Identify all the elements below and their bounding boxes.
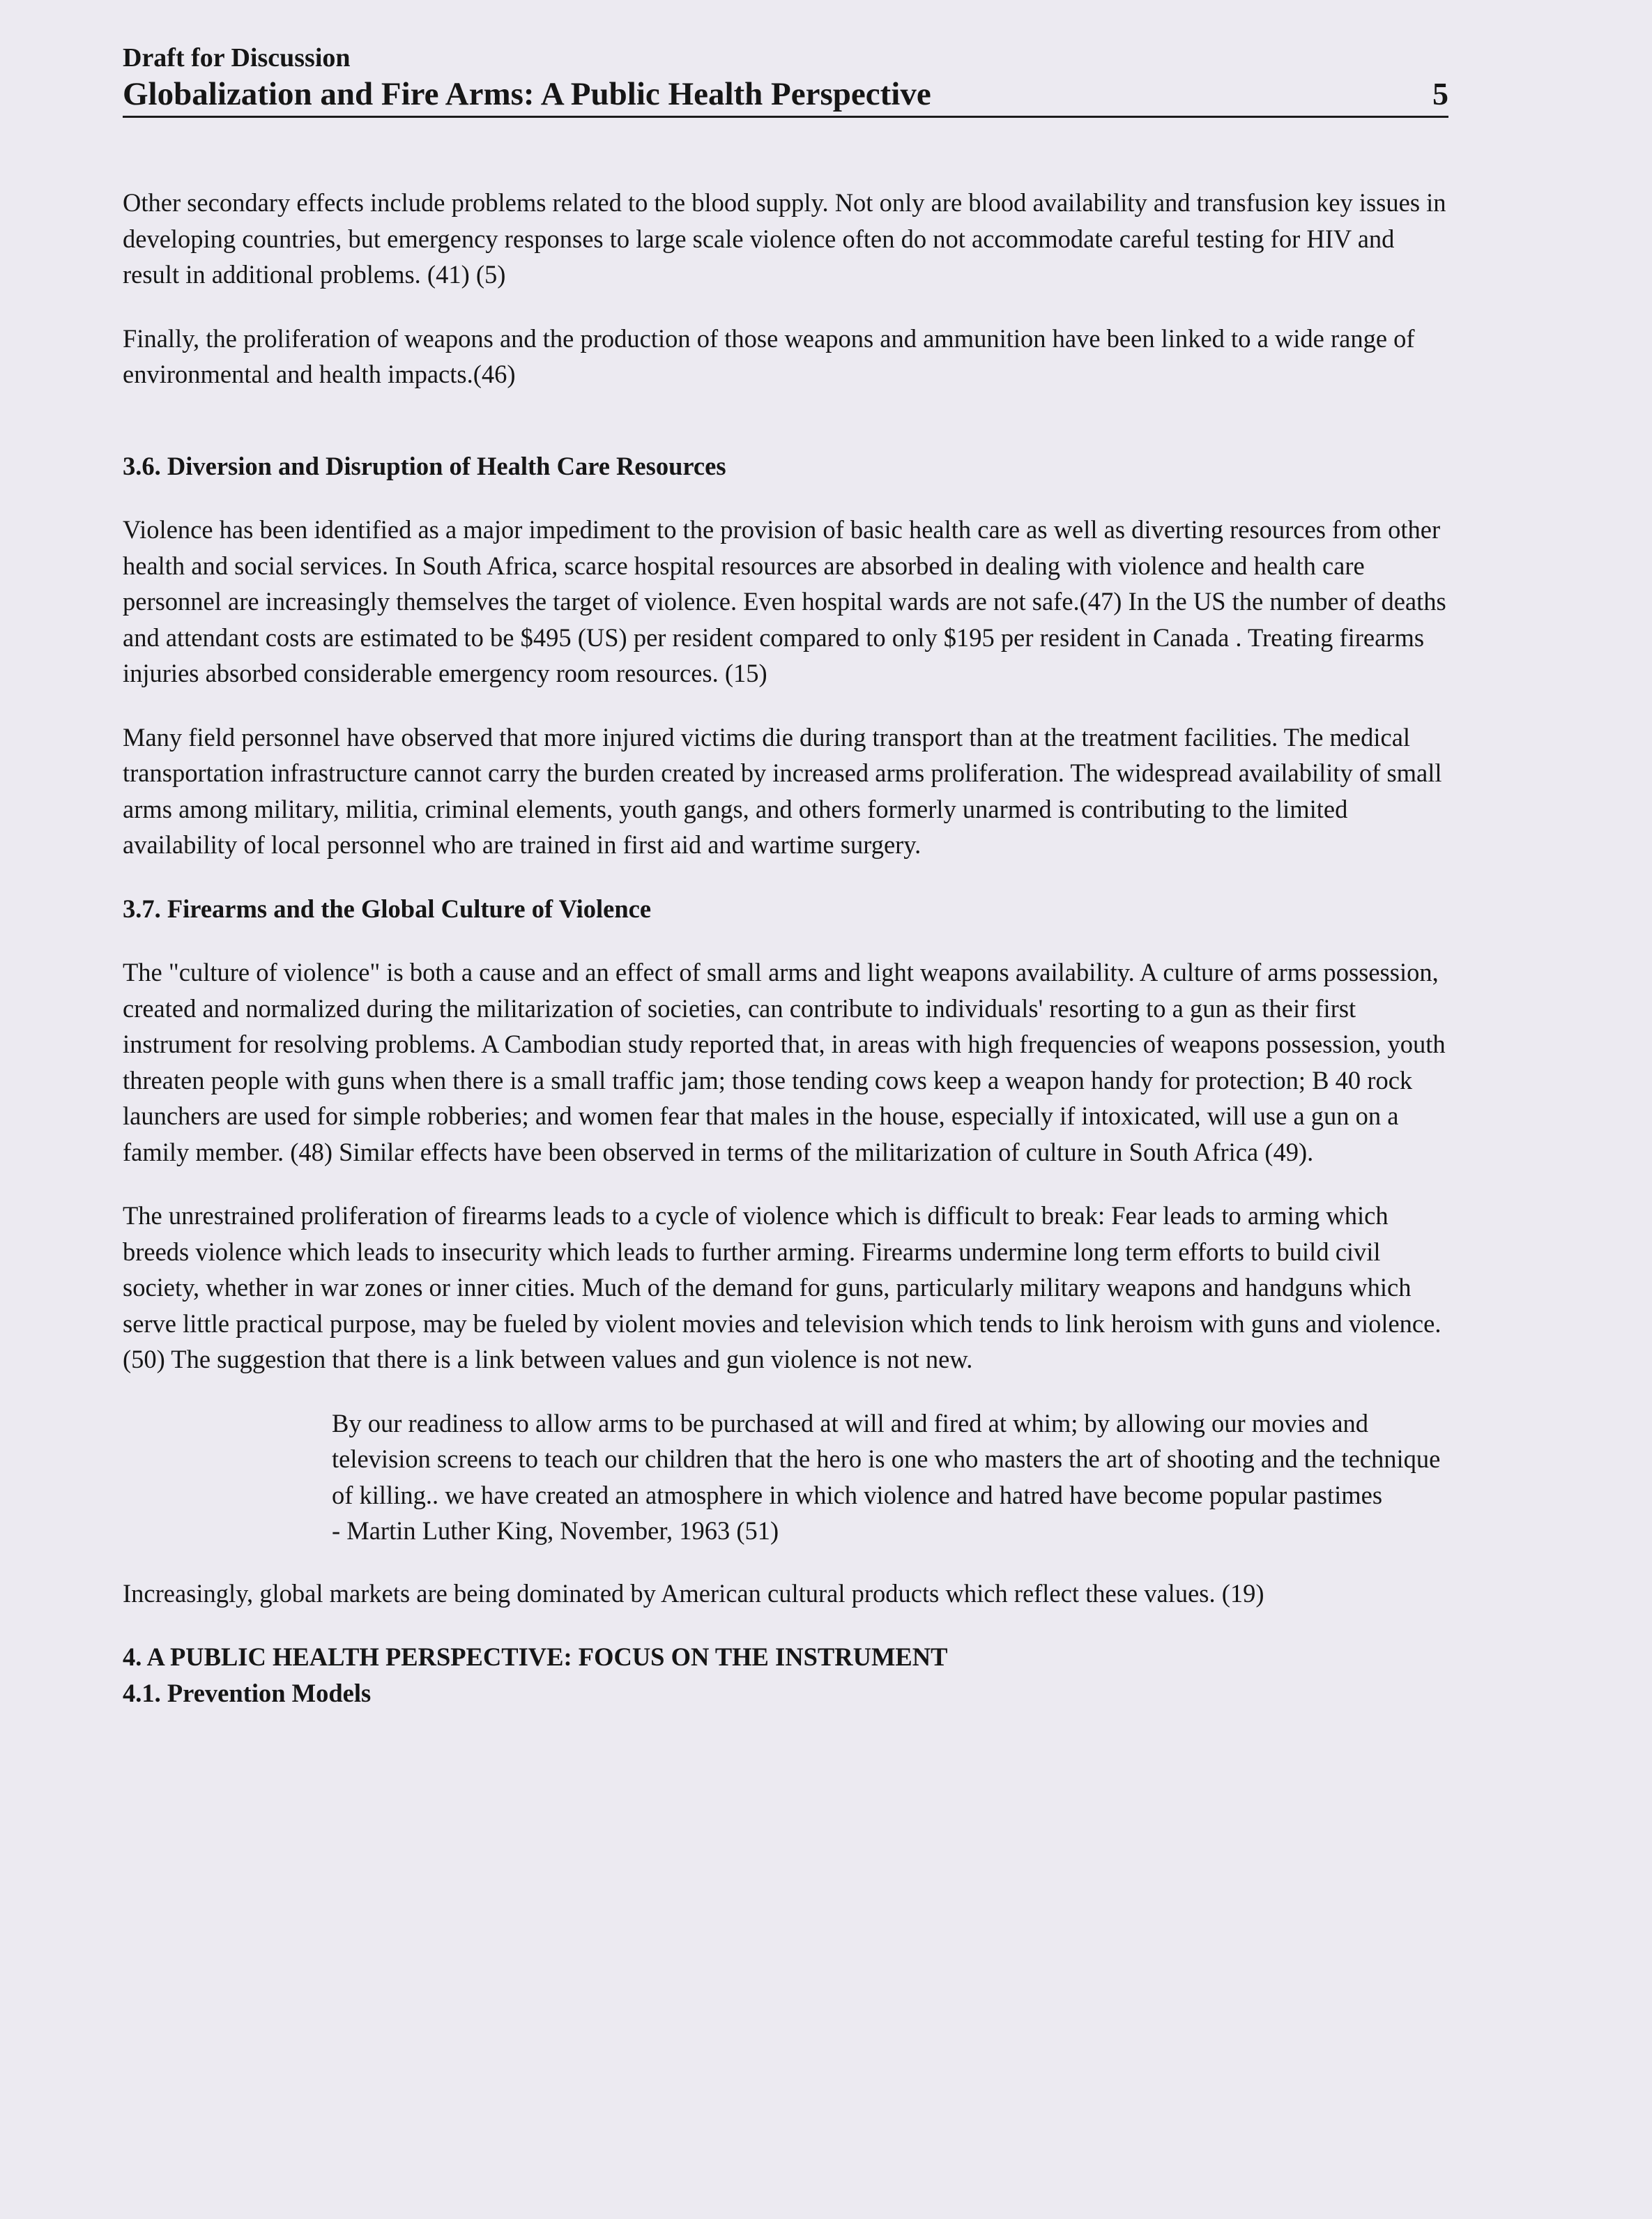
quote-text: By our readiness to allow arms to be purchased at will and fired at whim; by allowing our movies and television screens to teach our children that the hero is one who masters the art of shooting and the technique of killing.. we have created an atmosphere in which violence and hatred have become popular pastimes	[332, 1408, 1441, 1509]
quote-attribution: - Martin Luther King, November, 1963 (51)	[332, 1516, 779, 1545]
page-number: 5	[1432, 76, 1448, 112]
heading-section-4-1: 4.1. Prevention Models	[123, 1678, 372, 1707]
document-title: Globalization and Fire Arms: A Public Health Perspective	[123, 76, 931, 112]
document-page	[123, 42, 1447, 1711]
paragraph-cycle-of-violence: The unrestrained proliferation of firearms leads to a cycle of violence which is difficult to break: Fear leads to arming which breeds violence which leads to insecurity which leads to further arming. Firearms undermine long term efforts to build civil society, whether in war zones or inner cities. Much of the demand for guns, particularly military weapons and handguns which serve little practical purpose, may be fueled by violent movies and television which tends to link heroism with guns and violence.(50) The suggestion that there is a link between values and gun violence is not new.	[123, 1201, 1441, 1373]
paragraph-environmental-impacts: Finally, the proliferation of weapons and the production of those weapons and ammunition have been linked to a wide range of environmental and health impacts.(46)	[123, 323, 1415, 388]
paragraph-global-markets: Increasingly, global markets are being dominated by American cultural products which reflect these values. (19)	[123, 1578, 1264, 1608]
paragraph-health-care-impediment: Violence has been identified as a major impediment to the provision of basic health care as well as diverting resources from other health and social services. In South Africa, scarce hospital resources are absorbed in dealing with violence and health care personnel are increasingly themselves the target of violence. Even hospital wards are not safe.(47) In the US the number of deaths and attendant costs are estimated to be $495 (US) per resident compared to only $195 per resident in Canada . Treating firearms injuries absorbed considerable emergency room resources. (15)	[123, 515, 1446, 687]
running-header	[123, 74, 1448, 118]
paragraph-culture-of-violence: The "culture of violence" is both a cause and an effect of small arms and light weapons availability. A culture of arms possession, created and normalized during the militarization of societies, can contribute to individuals' resorting to a gun as their first instrument for resolving problems. A Cambodian study reported that, in areas with high frequencies of weapons possession, youth threaten people with guns when there is a small traffic jam; those tending cows keep a weapon handy for protection; B 40 rock launchers are used for simple robberies; and women fear that males in the house, especially if intoxicated, will use a gun on a family member. (48) Similar effects have been observed in terms of the militarization of culture in South Africa (49).	[123, 958, 1446, 1166]
draft-label: Draft for Discussion	[123, 43, 351, 73]
mlk-quote	[332, 1405, 1447, 1549]
paragraph-blood-supply: Other secondary effects include problems related to the blood supply. Not only are blood availability and transfusion key issues in developing countries, but emergency responses to large scale violence often do not accommodate careful testing for HIV and result in additional problems. (41) (5)	[123, 188, 1446, 289]
paragraph-field-personnel: Many field personnel have observed that more injured victims die during transport than at the treatment facilities. The medical transportation infrastructure cannot carry the burden created by increased arms proliferation. The widespread availability of small arms among military, militia, criminal elements, youth gangs, and others formerly unarmed is contributing to the limited availability of local personnel who are trained in first aid and wartime surgery.	[123, 722, 1442, 859]
heading-section-4: 4. A PUBLIC HEALTH PERSPECTIVE: FOCUS ON THE INSTRUMENT	[123, 1642, 948, 1671]
heading-section-3-7: 3.7. Firearms and the Global Culture of Violence	[123, 894, 652, 923]
document-body	[123, 185, 1447, 1711]
heading-section-3-6: 3.6. Diversion and Disruption of Health Care Resources	[123, 451, 726, 480]
